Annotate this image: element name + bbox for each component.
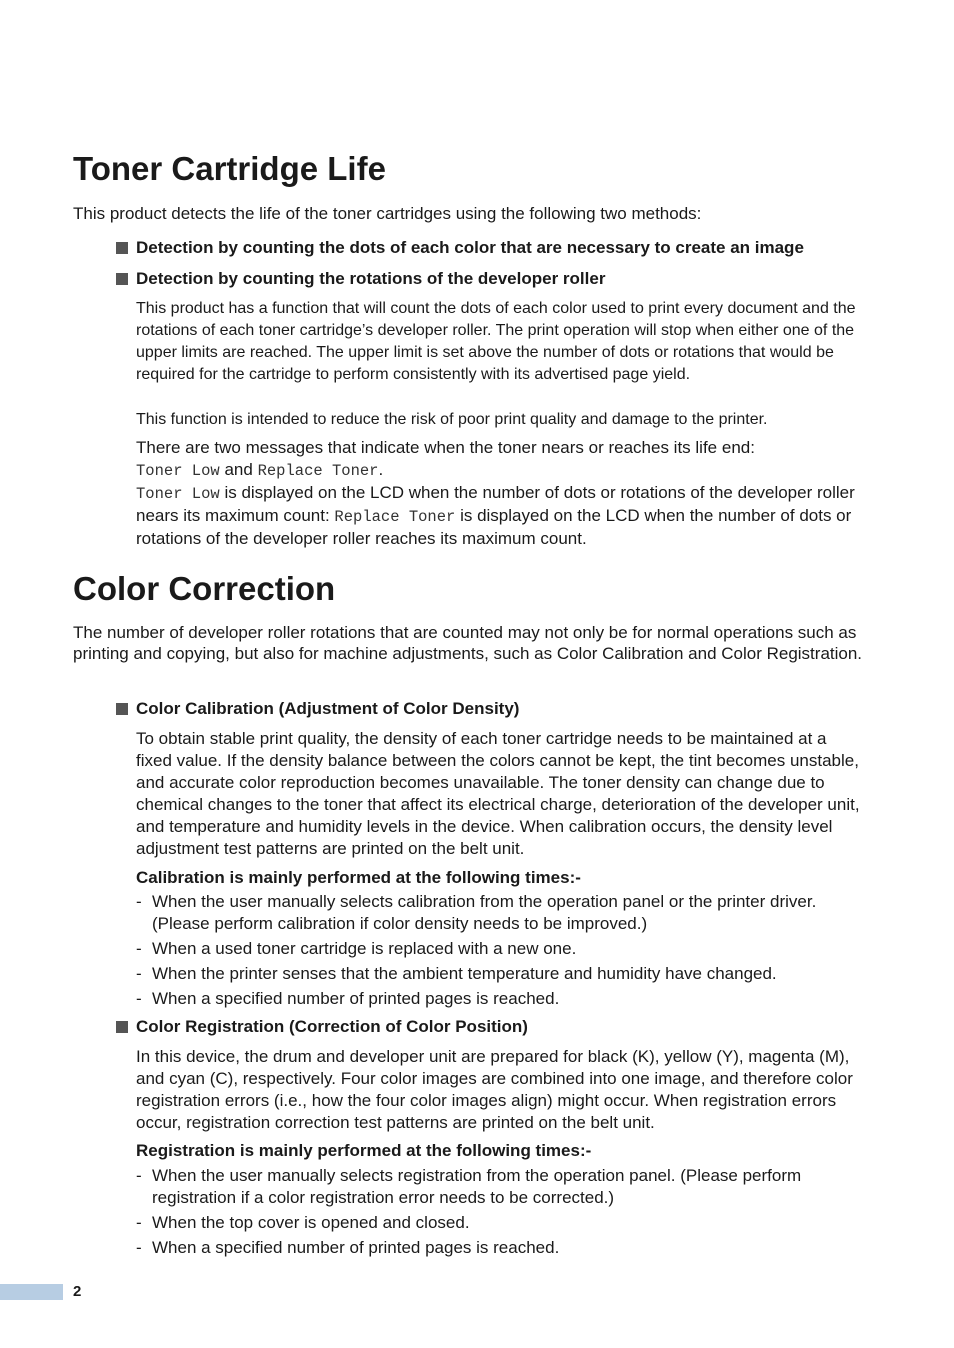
list-item: - When the user manually selects registration from the operation panel. (Please perform registration if a color registration error needs to be corrected.) [136, 1166, 802, 1207]
bullet-color-registration [116, 1016, 528, 1038]
replace-toner-description: is displayed on the LCD when the number of dots or rotations of the developer roller reaches its maximum count. [136, 506, 852, 548]
toner-messages [136, 437, 861, 550]
list-item: - When the user manually selects calibration from the operation panel or the printer driver. (Please perform calibration if color density needs to be improved.) [136, 892, 817, 933]
calibration-subheading: Calibration is mainly performed at the following times:- [136, 868, 581, 887]
list-item: - When the top cover is opened and closed. [136, 1213, 470, 1232]
and-text: and [224, 460, 253, 479]
replace-toner-message: Replace Toner [257, 462, 379, 480]
bullet-text: Color Registration (Correction of Color Position) [136, 1017, 528, 1036]
messages-intro: There are two messages that indicate when the toner nears or reaches its life end: [136, 438, 755, 457]
toner-low-message: Toner Low [136, 485, 220, 503]
bullet-color-calibration [116, 698, 519, 720]
toner-intro: This product detects the life of the toner cartridges using the following two methods: [73, 204, 702, 223]
bullet-dot-counting [116, 237, 804, 259]
page-number: 2 [73, 1283, 82, 1300]
calibration-times-list [136, 891, 866, 1013]
registration-subheading: Registration is mainly performed at the following times:- [136, 1141, 592, 1160]
square-bullet-icon [116, 703, 128, 715]
square-bullet-icon [116, 242, 128, 254]
toner-body-1: This product has a function that will count the dots of each color used to print every document and the rotations of each toner cartridge’s developer roller. The print operation will stop when either one of the upper limits are reached. The upper limit is set above the number of dots or rotations that would be required for the cartridge to perform consistently with its advertised page yield. [136, 300, 856, 383]
color-correction-intro: The number of developer roller rotations that are counted may not only be for normal operations such as printing and copying, but also for machine adjustments, such as Color Calibration and Color Registration. [73, 623, 863, 663]
list-item: - When a used toner cartridge is replaced with a new one. [136, 939, 577, 958]
list-item: - When a specified number of printed pages is reached. [136, 1238, 560, 1257]
footer-color-bar [0, 1284, 63, 1300]
section-title-color-correction: Color Correction [73, 570, 336, 607]
section-title-toner-cartridge-life: Toner Cartridge Life [73, 150, 386, 187]
list-item: - When a specified number of printed pages is reached. [136, 989, 560, 1008]
square-bullet-icon [116, 1021, 128, 1033]
bullet-rotation-counting [116, 268, 605, 290]
toner-low-description: is displayed on the LCD when the number of dots or rotations of the developer roller nears its maximum count: [136, 483, 855, 525]
toner-body-2: This function is intended to reduce the risk of poor print quality and damage to the printer. [136, 411, 768, 428]
bullet-text: Color Calibration (Adjustment of Color Density) [136, 699, 520, 718]
list-item: - When the printer senses that the ambient temperature and humidity have changed. [136, 964, 777, 983]
bullet-text: Detection by counting the rotations of the developer roller [136, 269, 606, 288]
registration-times-list [136, 1165, 866, 1262]
period-text: . [378, 460, 384, 479]
square-bullet-icon [116, 273, 128, 285]
registration-body: In this device, the drum and developer unit are prepared for black (K), yellow (Y), magenta (M), and cyan (C), respectively. Four color images are combined into one image, and therefore color registration errors (i.e., how the four color images align) might occur. When registration errors occur, registration correction test patterns are printed on the belt unit. [136, 1047, 853, 1132]
bullet-text: Detection by counting the dots of each color that are necessary to create an image [136, 238, 804, 257]
toner-low-message: Toner Low [136, 462, 220, 480]
replace-toner-message: Replace Toner [334, 508, 456, 526]
calibration-body: To obtain stable print quality, the density of each toner cartridge needs to be maintained at a fixed value. If the density balance between the colors cannot be kept, the tint becomes unstable, and accurate color reproduction becomes unavailable. The toner density can change due to chemical changes to the toner that affect its electrical charge, deterioration of the developer unit, and temperature and humidity levels in the device. When calibration occurs, the density level adjustment test patterns are printed on the belt unit. [136, 729, 860, 858]
